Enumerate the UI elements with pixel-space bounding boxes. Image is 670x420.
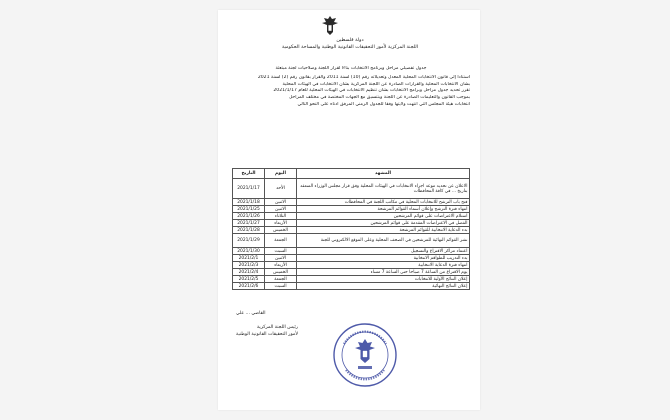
row-date: 2021/1/29: [233, 234, 265, 248]
table-row: [233, 248, 470, 255]
table-row: [233, 234, 470, 248]
header-country: دولة فلسطين: [336, 38, 364, 43]
table-row: [233, 220, 470, 227]
row-date: 2021/1/30: [233, 248, 265, 255]
eagle-emblem-icon: [320, 14, 340, 36]
row-day: الجمعة: [265, 234, 297, 248]
row-day: الأربعاء: [265, 220, 297, 227]
row-date: 2021/2/6: [233, 283, 265, 290]
table-row: [233, 262, 470, 269]
row-detail: إعلان النتائج النهائية: [297, 283, 470, 290]
signature-title-1: رئيس اللجنة المركزية: [256, 325, 298, 330]
body-line: تقرر تحديد جدول مراحل وبرامج الانتخابات بشأن تنظيم الانتخابات في الهيئات المحلية للعام 2021/1/17: [273, 88, 470, 94]
row-date: 2021/1/25: [233, 206, 265, 213]
row-day: الأربعاء: [265, 262, 297, 269]
row-date: 2021/1/27: [233, 220, 265, 227]
col-detail-header: المشهد: [297, 169, 470, 179]
document-body: [232, 60, 470, 109]
row-detail: انتهاء فترة الدعاية الانتخابية: [297, 262, 470, 269]
header-committee: اللجنة المركزية لأمور التحقيقات القانونية الوطنية والمساحة الحكومية: [281, 45, 419, 50]
row-date: 2021/1/17: [233, 179, 265, 199]
table-row: [233, 276, 470, 283]
body-line: بموجب القانون والتعليمات الصادرة عن اللجنة وبتنسيق مع الجهات المختصة في مختلف المراحل: [288, 95, 470, 101]
row-detail: اعتماد مراكز الاقتراع والتسجيل: [297, 248, 470, 255]
row-day: الاثنين: [265, 255, 297, 262]
table-row: [233, 179, 470, 199]
table-row: [233, 206, 470, 213]
row-day: الاثنين: [265, 199, 297, 206]
row-date: 2021/2/5: [233, 276, 265, 283]
body-line: انتخابات هيئة المجلس التي انتهت ولايتها وفقا للجدول الزمني المرفق أدناه على النحو التالي: [297, 101, 470, 107]
row-day: الاثنين: [265, 206, 297, 213]
row-detail: الفصل في الاعتراضات المقدمة على قوائم المرشحين: [297, 220, 470, 227]
signature-name: القاضي ... علي: [236, 311, 266, 316]
row-detail: انتهاء فترة الترشح وإعلان أسماء القوائم المرشحة: [297, 206, 470, 213]
table-header-row: [233, 169, 470, 179]
row-day: السبت: [265, 283, 297, 290]
row-detail: الاعلان عن تحديد موعد اجراء الانتخابات في الهيئات المحلية وفق قرار مجلس الوزراء المنعقد بتاريخ ... في كافة المحافظات: [297, 179, 470, 199]
row-date: 2021/1/26: [233, 213, 265, 220]
table-row: [233, 269, 470, 276]
signature-right-block: [236, 324, 298, 338]
table-row: [233, 255, 470, 262]
row-detail: فتح باب الترشح للانتخابات المحلية في مكاتب اللجنة في المحافظات: [297, 199, 470, 206]
signature-left: [236, 310, 266, 317]
row-date: 2021/2/4: [233, 269, 265, 276]
row-detail: إعلان النتائج الأولية للانتخابات: [297, 276, 470, 283]
row-day: الأحد: [265, 179, 297, 199]
row-day: الثلاثاء: [265, 213, 297, 220]
row-detail: بدء الدعاية الانتخابية للقوائم المرشحة: [297, 227, 470, 234]
table-row: [233, 199, 470, 206]
row-date: 2021/2/1: [233, 255, 265, 262]
row-detail: استلام الاعتراضات على قوائم المرشحين: [297, 213, 470, 220]
official-stamp: [332, 322, 398, 388]
document-title: جدول تفصيلي مراحل وبرنامج الانتخابات بناءا لقرار اللجنة وصلاحيات لجنة مبتعثة: [275, 66, 427, 71]
row-detail: يوم الاقتراع من الساعة 7 صباحا حتى الساعة 7 مساء: [297, 269, 470, 276]
row-date: 2021/1/18: [233, 199, 265, 206]
signature-title-2: لأمور التحقيقات القانونية الوطنية: [236, 332, 298, 337]
row-date: 2021/2/3: [233, 262, 265, 269]
schedule-table: [232, 168, 470, 290]
table-row: [233, 227, 470, 234]
table-row: [233, 213, 470, 220]
row-day: السبت: [265, 248, 297, 255]
row-day: الخميس: [265, 269, 297, 276]
body-line: استنادا إلى قانون الانتخابات المحلية المعدل وتعديلاته رقم (10) لسنة 2011 والقرار بقانون رقم (2) لسنة 2021: [257, 74, 470, 80]
body-line: بشأن الانتخابات المحلية والقرارات الصادرة عن اللجنة المركزية بشأن الانتخابات في الهيئات المحلية: [282, 81, 470, 87]
table-row: [233, 283, 470, 290]
row-day: الجمعة: [265, 276, 297, 283]
col-day-header: اليوم: [265, 169, 297, 179]
col-date-header: التاريخ: [233, 169, 265, 179]
row-date: 2021/1/28: [233, 227, 265, 234]
row-day: الخميس: [265, 227, 297, 234]
row-detail: نشر القوائم النهائية للمرشحين في الصحف المحلية وعلى الموقع الالكتروني للجنة: [297, 234, 470, 248]
row-detail: بدء التدريب للطواقم الانتخابية: [297, 255, 470, 262]
